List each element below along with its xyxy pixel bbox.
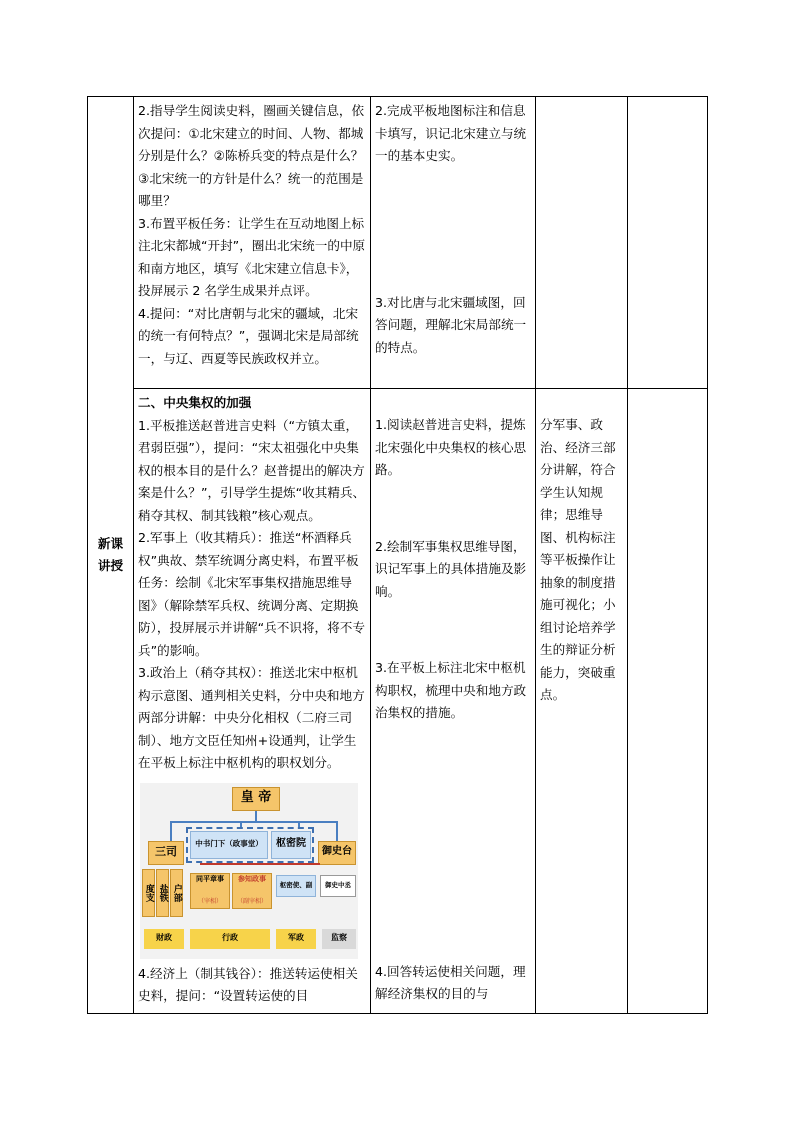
caizheng-label: 财政 xyxy=(144,929,184,949)
teacher-activity-cell xyxy=(134,97,371,389)
central-government-diagram xyxy=(140,783,358,959)
table-row xyxy=(88,389,708,1014)
emperor-box: 皇 帝 xyxy=(232,787,280,811)
teacher-item-2: 2.军事上（收其精兵）：推送“杯酒释兵权”典故、禁军统调分离史料，布置平板任务：绘制《北宋军事集权措施思维导图》（解除禁军兵权、统调分离、定期换防），投屏展示并讲解“兵不识将，将不专兵”的影响。 xyxy=(138,530,365,658)
teacher-item-4: 4.提问：“对比唐朝与北宋的疆域，北宋的统一有何特点？”，强调北宋是局部统一，与辽、西夏等民族政权并立。 xyxy=(138,305,359,366)
teacher-item-3: 3.政治上（稍夺其权）：推送北宋中枢机构示意图、通判相关史料，分中央和地方两部分讲解：中央分化相权（二府三司制）、地方文臣任知州+设通判，让学生在平板上标注中枢机构的职权划分。 xyxy=(138,665,365,770)
junzheng-label: 军政 xyxy=(276,929,316,949)
student-item-1: 1.阅读赵普进言史料，提炼北宋强化中央集权的核心思路。 xyxy=(375,417,527,477)
intent-cell xyxy=(536,389,628,1014)
student-activity-cell xyxy=(371,97,536,389)
row-label-cell xyxy=(88,97,134,1014)
teacher-item-2: 2.指导学生阅读史料，圈画关键信息，依次提问：①北宋建立的时间、人物、都城分别是什么？②陈桥兵变的特点是什么？③北宋统一的方针是什么？统一的范围是哪里？ xyxy=(138,103,365,208)
yushitai-box: 御史台 xyxy=(318,841,356,865)
notes-cell xyxy=(628,389,708,1014)
duzhi-box: 度支 xyxy=(142,869,155,917)
teacher-item-3: 3.布置平板任务：让学生在互动地图上标注北宋都城“开封”，圈出北宋统一的中原和南方地区，填写《北宋建立信息卡》，投屏展示 2 名学生成果并点评。 xyxy=(138,215,366,298)
tongping-label: 同平章事 xyxy=(196,875,224,883)
teacher-activity-cell xyxy=(134,389,371,1014)
jiancha-label: 监察 xyxy=(322,929,356,949)
canzhi-box xyxy=(232,873,272,909)
xingzheng-label: 行政 xyxy=(190,929,270,949)
sansi-box: 三司 xyxy=(148,841,184,865)
student-item-4: 4.回答转运使相关问题，理解经济集权的目的与 xyxy=(375,963,526,1001)
canzhi-label: 参知政事 xyxy=(238,875,266,883)
shumishi-box: 枢密使、副 xyxy=(276,875,316,897)
tongping-box xyxy=(190,873,230,909)
notes-cell xyxy=(628,97,708,389)
row-label-line1: 新课 xyxy=(97,535,124,551)
hubu-box: 户部 xyxy=(170,869,183,917)
canzhi-sub: （副宰相） xyxy=(236,897,267,905)
intent-cell xyxy=(536,97,628,389)
yantie-box: 盐铁 xyxy=(156,869,169,917)
student-item-2: 2.绘制军事集权思维导图，识记军事上的具体措施及影响。 xyxy=(375,538,527,599)
student-activity-cell xyxy=(371,389,536,1014)
tongping-sub: （宰相） xyxy=(197,897,222,905)
student-item-2: 2.完成平板地图标注和信息卡填写，识记北宋建立与统一的基本史实。 xyxy=(375,103,527,163)
lesson-plan-table xyxy=(87,96,708,1014)
table-row xyxy=(88,97,708,389)
design-intent: 分军事、政治、经济三部分讲解，符合学生认知规律；思维导图、机构标注等平板操作让抽象的制度措施可视化；小组讨论培养学生的辩证分析能力，突破重点。 xyxy=(540,417,616,702)
section-heading: 二、中央集权的加强 xyxy=(138,395,252,410)
zhongshu-box: 中书门下（政事堂） xyxy=(190,831,268,859)
teacher-item-4: 4.经济上（制其钱谷）：推送转运使相关史料，提问：“设置转运使的目 xyxy=(138,965,358,1003)
teacher-item-1: 1.平板推送赵普进言史料（“方镇太重，君弱臣强”），提问：“宋太祖强化中央集权的根本目的是什么？赵普提出的解决方案是什么？”，引导学生提炼“收其精兵、稍夺其权、制其钱粮”核心观点。 xyxy=(138,417,366,523)
student-item-3: 3.在平板上标注北宋中枢机构职权，梳理中央和地方政治集权的措施。 xyxy=(375,660,527,720)
shumiyuan-box: 枢密院 xyxy=(271,831,311,859)
student-item-3: 3.对比唐与北宋疆域图，回答问题，理解北宋局部统一的特点。 xyxy=(375,294,527,355)
yushizhongcheng-box: 御史中丞 xyxy=(320,875,356,897)
row-label-line2: 讲授 xyxy=(97,558,124,573)
